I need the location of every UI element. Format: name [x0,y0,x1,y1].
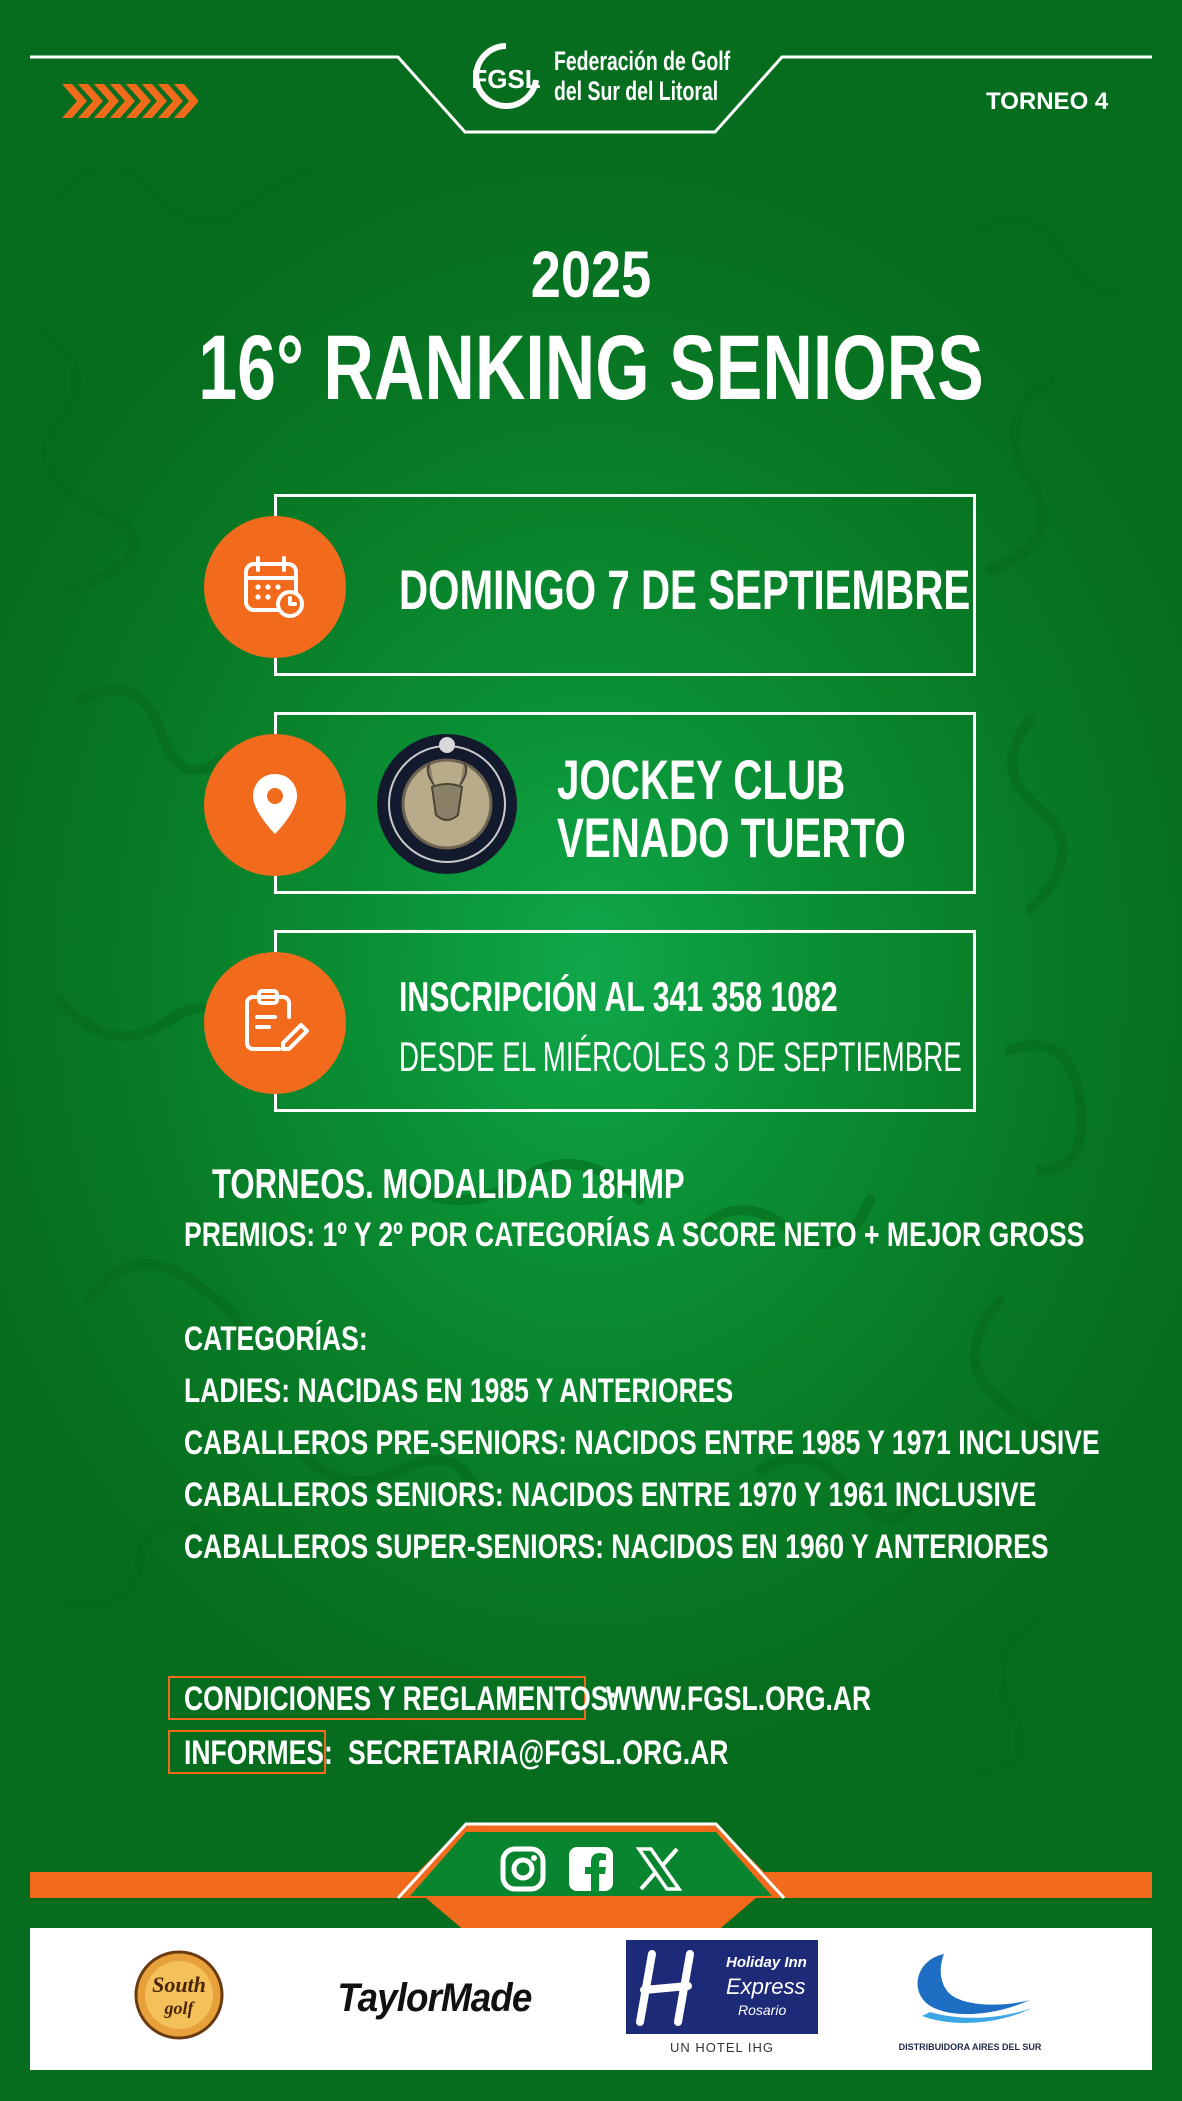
clipboard-edit-icon [239,987,311,1059]
sponsor-south-golf [134,1950,224,2040]
categories-title: CATEGORÍAS: [184,1320,368,1358]
org-name-line1: Federación de Golf [554,46,731,76]
calendar-icon [242,554,308,620]
taylormade-logo: TaylorMade [337,1975,531,2020]
event-date: DOMINGO 7 DE SEPTIEMBRE [399,558,971,621]
fgsl-logo [470,40,730,114]
venue-line1: JOCKEY CLUB [557,748,846,811]
calendar-circle [204,516,346,658]
event-year: 2025 [530,237,652,311]
ihg-caption: UN HOTEL IHG [670,2040,774,2055]
prizes-text: PREMIOS: 1º Y 2º POR CATEGORÍAS A SCORE NETO + MEJOR GROSS [184,1216,1085,1254]
holiday-inn-text3: Rosario [738,2002,787,2018]
aires-caption: DISTRIBUIDORA AIRES DEL SUR [898,2042,1042,2052]
chevron-arrows-icon [62,84,198,118]
clipboard-circle [204,952,346,1094]
south-golf-text1: South [152,1972,206,1997]
registration-phone: INSCRIPCIÓN AL 341 358 1082 [399,973,838,1020]
jockey-club-seal-icon [376,733,518,875]
conditions-label: CONDICIONES Y REGLAMENTOS: [184,1680,618,1718]
email-link[interactable]: SECRETARIA@FGSL.ORG.AR [348,1734,729,1772]
holiday-inn-text1: Holiday Inn [726,1954,807,1971]
aires-del-sur-wave-icon [904,1946,1034,2030]
svg-text:FGSL: FGSL [471,64,541,94]
page-title: 16° RANKING SENIORS [198,317,984,419]
category-item: CABALLEROS PRE-SENIORS: NACIDOS ENTRE 1985 Y 1971 INCLUSIVE [184,1424,1100,1462]
facebook-icon[interactable] [568,1846,614,1892]
holiday-inn-panel [626,1940,818,2034]
jockey-club-seal [376,733,518,875]
tournament-modality: TORNEOS. MODALIDAD 18HMP [212,1160,685,1207]
registration-opening: DESDE EL MIÉRCOLES 3 DE SEPTIEMBRE [399,1033,962,1080]
holiday-inn-text2: Express [726,1974,806,1999]
holiday-inn-h-icon [632,1948,716,2028]
date-box [274,494,976,676]
fgsl-emblem-icon [470,40,542,112]
torneo-label: TORNEO 4 [986,88,1109,115]
x-icon[interactable] [636,1846,682,1892]
sponsors-bar [30,1928,1152,2070]
location-circle [204,734,346,876]
org-name-line2: del Sur del Litoral [554,76,719,106]
instagram-icon[interactable] [500,1846,546,1892]
sponsor-holiday-inn [626,1940,818,2064]
sponsor-taylormade [304,1968,564,2028]
south-golf-text2: golf [164,1998,194,2018]
category-item: CABALLEROS SUPER-SENIORS: NACIDOS EN 1960 Y ANTERIORES [184,1528,1049,1566]
location-pin-icon [250,772,300,838]
social-icons [500,1846,682,1894]
category-item: CABALLEROS SENIORS: NACIDOS ENTRE 1970 Y 1961 INCLUSIVE [184,1476,1037,1514]
registration-box [274,930,976,1112]
informes-label: INFORMES: [184,1734,333,1772]
website-link[interactable]: WWW.FGSL.ORG.AR [606,1680,872,1718]
fgsl-logo-mark [470,40,542,112]
venue-line2: VENADO TUERTO [557,806,906,869]
sponsor-aires-del-sur [890,1946,1050,2062]
category-item: LADIES: NACIDAS EN 1985 Y ANTERIORES [184,1372,734,1410]
